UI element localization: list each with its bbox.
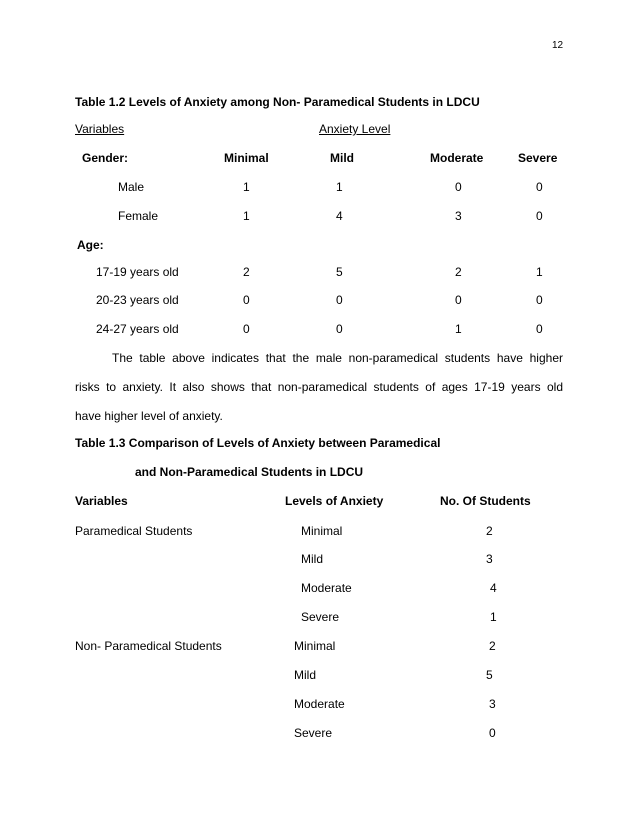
table-cell: 5 (486, 668, 493, 682)
discussion-paragraph (75, 351, 563, 423)
table-1-2-caption: Table 1.2 Levels of Anxiety among Non- Paramedical Students in LDCU (75, 95, 480, 109)
table-cell: 2 (455, 265, 462, 279)
table-cell: 0 (455, 180, 462, 194)
paragraph-line: have higher level of anxiety. (75, 409, 223, 423)
table-cell: 3 (486, 552, 493, 566)
table-1-2-header-variables: Variables (75, 122, 125, 136)
column-header-moderate: Moderate (430, 151, 484, 165)
table-cell: 1 (490, 610, 497, 624)
table-cell: 0 (455, 293, 462, 307)
row-label-20-23: 20-23 years old (96, 293, 179, 307)
column-header-minimal: Minimal (224, 151, 269, 165)
table-cell: Mild (294, 668, 317, 682)
table-cell: Moderate (301, 581, 352, 595)
table-cell: 0 (336, 293, 343, 307)
table-1-2-header-anxiety-level: Anxiety Level (319, 122, 391, 136)
table-cell: Moderate (294, 697, 345, 711)
table-cell: Severe (301, 610, 340, 624)
table-cell: 0 (536, 293, 543, 307)
table-cell: 1 (243, 180, 250, 194)
table-1-3-caption-line-1: Table 1.3 Comparison of Levels of Anxiety between Paramedical (75, 436, 441, 450)
table-cell: 1 (336, 180, 343, 194)
table-1-3-caption-line-2: and Non-Paramedical Students in LDCU (135, 465, 364, 479)
column-header-mild: Mild (330, 151, 354, 165)
table-cell: Severe (294, 726, 333, 740)
table-cell: 4 (490, 581, 497, 595)
table-cell: 0 (243, 293, 250, 307)
table-1-3-header-students: No. Of Students (440, 494, 531, 508)
table-cell: 0 (336, 322, 343, 336)
table-cell: 0 (489, 726, 496, 740)
table-1-3-header-variables: Variables (75, 494, 128, 508)
table-cell: 3 (455, 209, 462, 223)
table-cell: 1 (243, 209, 250, 223)
column-header-severe: Severe (518, 151, 558, 165)
row-label-24-27: 24-27 years old (96, 322, 179, 336)
table-cell: 0 (536, 180, 543, 194)
table-cell: 1 (536, 265, 543, 279)
table-cell: 2 (243, 265, 250, 279)
table-cell: Minimal (294, 639, 336, 653)
table-cell: 4 (336, 209, 343, 223)
group-label-non-paramedical: Non- Paramedical Students (75, 639, 222, 653)
table-cell: 2 (489, 639, 496, 653)
table-cell: 0 (536, 209, 543, 223)
table-1-3-header-levels: Levels of Anxiety (285, 494, 384, 508)
paragraph-line: The table above indicates that the male non-paramedical students have higher (112, 351, 563, 365)
row-label-female: Female (118, 209, 159, 223)
table-cell: 0 (243, 322, 250, 336)
table-cell: 3 (489, 697, 496, 711)
table-cell: 0 (536, 322, 543, 336)
group-label-paramedical: Paramedical Students (75, 524, 193, 538)
paragraph-line: risks to anxiety. It also shows that non-paramedical students of ages 17-19 years old (75, 380, 563, 394)
table-cell: Minimal (301, 524, 343, 538)
table-cell: 5 (336, 265, 343, 279)
gender-label: Gender: (82, 151, 129, 165)
table-cell: 1 (455, 322, 462, 336)
table-cell: Mild (301, 552, 324, 566)
row-label-male: Male (118, 180, 145, 194)
age-label: Age: (77, 238, 104, 252)
row-label-17-19: 17-19 years old (96, 265, 179, 279)
table-cell: 2 (486, 524, 493, 538)
page-number: 12 (552, 40, 564, 51)
